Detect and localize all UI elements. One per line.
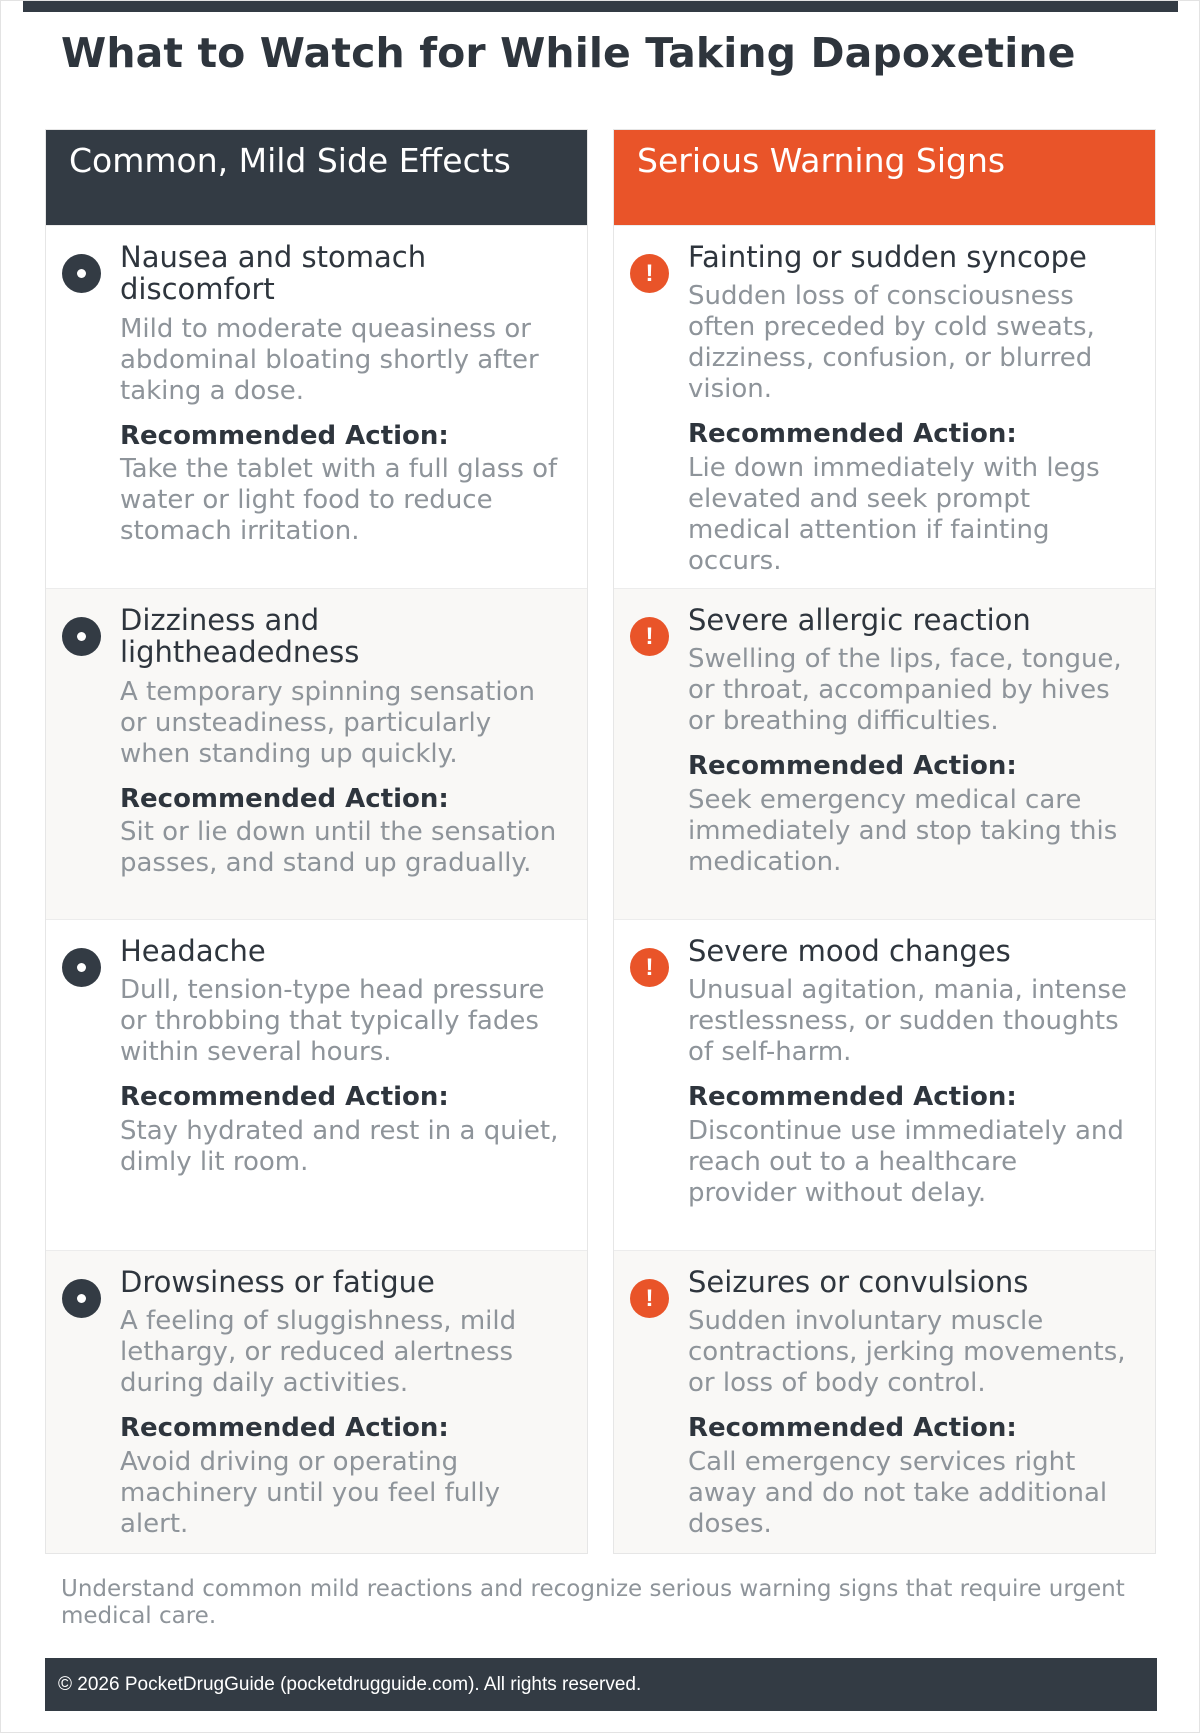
action-label: Recommended Action: (688, 1082, 1017, 1113)
warning-description: Sudden loss of consciousness often preceded by cold sweats, dizziness, confusion, or blurred vision. (688, 281, 1095, 405)
mild-side-effects-column (45, 129, 588, 1554)
effect-description: Dull, tension-type head pressure or throbbing that typically fades within several hours. (120, 975, 545, 1068)
action-text: Sit or lie down until the sensation passes, and stand up gradually. (120, 817, 557, 879)
action-text: Seek emergency medical care immediately and stop taking this medication. (688, 784, 1118, 877)
mild-effect-item (46, 1250, 587, 1553)
serious-warning-signs-column (613, 129, 1156, 1554)
mild-effect-item (46, 588, 587, 919)
action-text: Avoid driving or operating machinery until you feel fully alert. (120, 1446, 501, 1539)
warning-sign-item (614, 919, 1155, 1250)
dot-icon (62, 617, 101, 656)
warning-description: Unusual agitation, mania, intense restlessness, or sudden thoughts of self-harm. (688, 975, 1127, 1068)
action-label: Recommended Action: (688, 419, 1017, 450)
dot-icon (62, 254, 101, 293)
warning-sign-item (614, 1250, 1155, 1553)
effect-description: Mild to moderate queasiness or abdominal bloating shortly after taking a dose. (120, 313, 539, 406)
warning-icon: ! (630, 948, 669, 987)
warning-title: Fainting or sudden syncope (688, 240, 1087, 274)
effect-description: A temporary spinning sensation or unsteadiness, particularly when standing up quickly. (120, 676, 535, 769)
action-text: Discontinue use immediately and reach out to a healthcare provider without delay. (688, 1115, 1124, 1208)
warning-description: Swelling of the lips, face, tongue, or throat, accompanied by hives or breathing difficulties. (688, 644, 1122, 737)
mild-effect-item (46, 225, 587, 588)
warning-title: Seizures or convulsions (688, 1265, 1029, 1299)
mild-effect-item (46, 919, 587, 1250)
action-text: Call emergency services right away and do not take additional doses. (688, 1446, 1108, 1539)
action-label: Recommended Action: (688, 751, 1017, 782)
top-accent-bar (23, 1, 1178, 12)
effect-title: Nausea and stomach discomfort (120, 240, 427, 307)
warning-icon: ! (630, 254, 669, 293)
warning-title: Severe allergic reaction (688, 603, 1031, 637)
action-label: Recommended Action: (120, 420, 449, 451)
action-label: Recommended Action: (120, 1082, 449, 1113)
summary-footnote: Understand common mild reactions and recognize serious warning signs that require urgent medical care. (61, 1576, 1125, 1629)
warning-description: Sudden involuntary muscle contractions, jerking movements, or loss of body control. (688, 1306, 1126, 1399)
action-text: Take the tablet with a full glass of water or light food to reduce stomach irritation. (120, 454, 558, 547)
serious-column-heading: Serious Warning Signs (614, 130, 1155, 225)
warning-icon: ! (630, 1279, 669, 1318)
action-label: Recommended Action: (688, 1413, 1017, 1444)
warning-icon: ! (630, 617, 669, 656)
effect-title: Dizziness and lightheadedness (120, 603, 360, 670)
mild-column-heading: Common, Mild Side Effects (46, 130, 587, 225)
action-label: Recommended Action: (120, 1413, 449, 1444)
effect-description: A feeling of sluggishness, mild lethargy, or reduced alertness during daily activities. (120, 1306, 517, 1399)
action-label: Recommended Action: (120, 783, 449, 814)
action-text: Lie down immediately with legs elevated and seek prompt medical attention if fainting occurs. (688, 452, 1100, 576)
copyright-footer: © 2026 PocketDrugGuide (pocketdrugguide.com). All rights reserved. (45, 1658, 1157, 1711)
effect-title: Headache (120, 934, 266, 968)
dot-icon (62, 948, 101, 987)
warning-sign-item (614, 225, 1155, 588)
warning-title: Severe mood changes (688, 934, 1011, 968)
action-text: Stay hydrated and rest in a quiet, dimly lit room. (120, 1115, 559, 1177)
effect-title: Drowsiness or fatigue (120, 1265, 435, 1299)
warning-sign-item (614, 588, 1155, 919)
dot-icon (62, 1279, 101, 1318)
page-title: What to Watch for While Taking Dapoxetine (61, 29, 1076, 77)
